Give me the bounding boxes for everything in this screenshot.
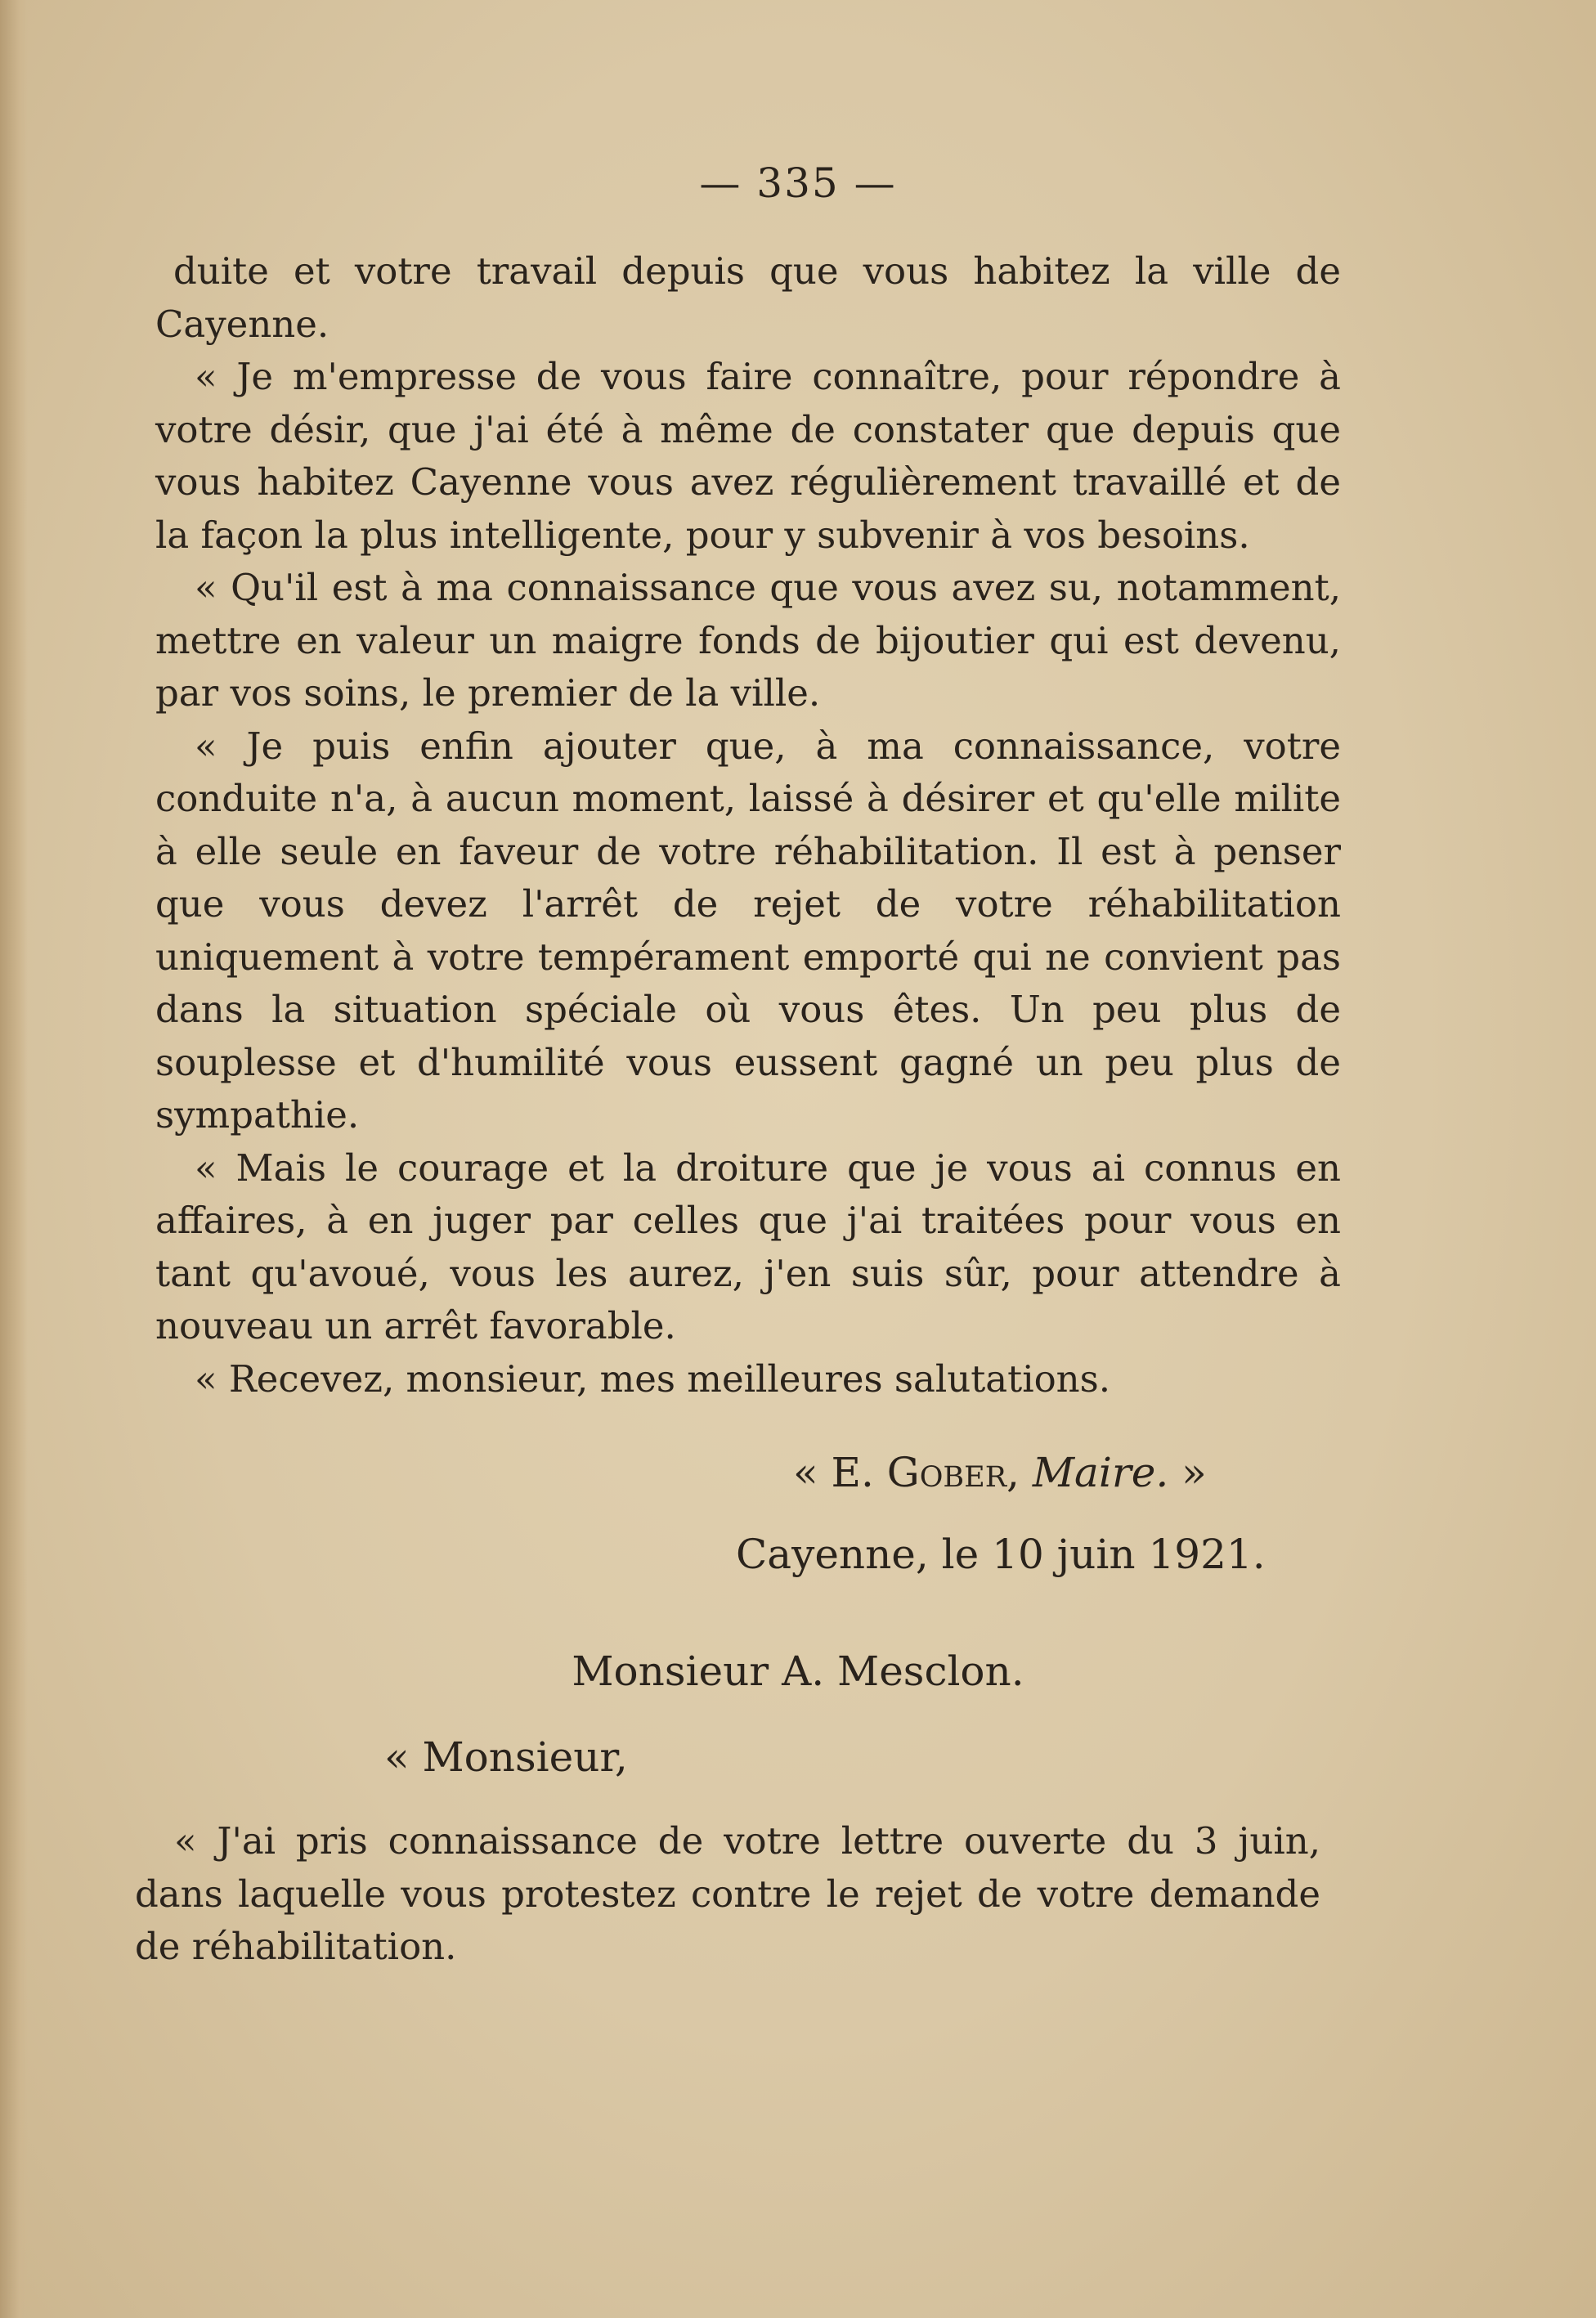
paragraph-3: « Qu'il est à ma connaissance que vous avez su, notamment, mettre en valeur un maigre fonds de bijoutier qui est devenu, par vos soins, le premier de la ville. [155, 566, 1341, 715]
paragraph-1: duite et votre travail depuis que vous habitez la ville de Cayenne. [155, 249, 1341, 346]
paragraph-5: « Mais le courage et la droiture que je vous ai connus en affaires, à en juger par celles que j'ai traitées pour vous en tant qu'avoué, vous les aurez, j'en suis sûr, pour attendre à nouveau un arrêt favorable. [155, 1146, 1341, 1347]
paragraph-6: « Recevez, monsieur, mes meilleures salutations. [195, 1356, 1111, 1401]
signature-open: « E. [793, 1449, 874, 1496]
addressee: Monsieur A. Mesclon. [572, 1648, 1024, 1695]
body-text [155, 245, 1341, 1406]
paragraph-4: « Je puis enfin ajouter que, à ma connaissance, votre conduite n'a, à aucun moment, laissé à désirer et qu'elle milite à elle seule en faveur de votre réhabilitation. Il est à penser que vous devez l'arrêt de rejet de votre réhabilitation uniquement à votre tempérament emporté qui ne convient pas dans la situation spéciale où vous êtes. Un peu plus de souplesse et d'humilité vous eussent gagné un peu plus de sympathie. [155, 724, 1341, 1137]
page-edge [0, 0, 28, 2318]
signature [793, 1449, 1207, 1496]
letter-date: Cayenne, le 10 juin 1921. [736, 1531, 1266, 1578]
page-number: — 335 — [699, 159, 897, 207]
paragraph-2: « Je m'empresse de vous faire connaître, pour répondre à votre désir, que j'ai été à même de constater que depuis que vous habitez Cayenne vous avez régulièrement travaillé et de la façon la plus intelligente, pour y subvenir à vos besoins. [155, 355, 1341, 557]
signature-close: » [1181, 1449, 1207, 1496]
letter-body [135, 1815, 1320, 1974]
signature-role: Maire. [1032, 1449, 1169, 1496]
letter-paragraph: « J'ai pris connaissance de votre lettre ouverte du 3 juin, dans laquelle vous protestez contre le rejet de votre demande de réhabilitation. [135, 1819, 1320, 1968]
signature-name: Gober, [886, 1449, 1020, 1496]
salutation: « Monsieur, [384, 1733, 628, 1781]
